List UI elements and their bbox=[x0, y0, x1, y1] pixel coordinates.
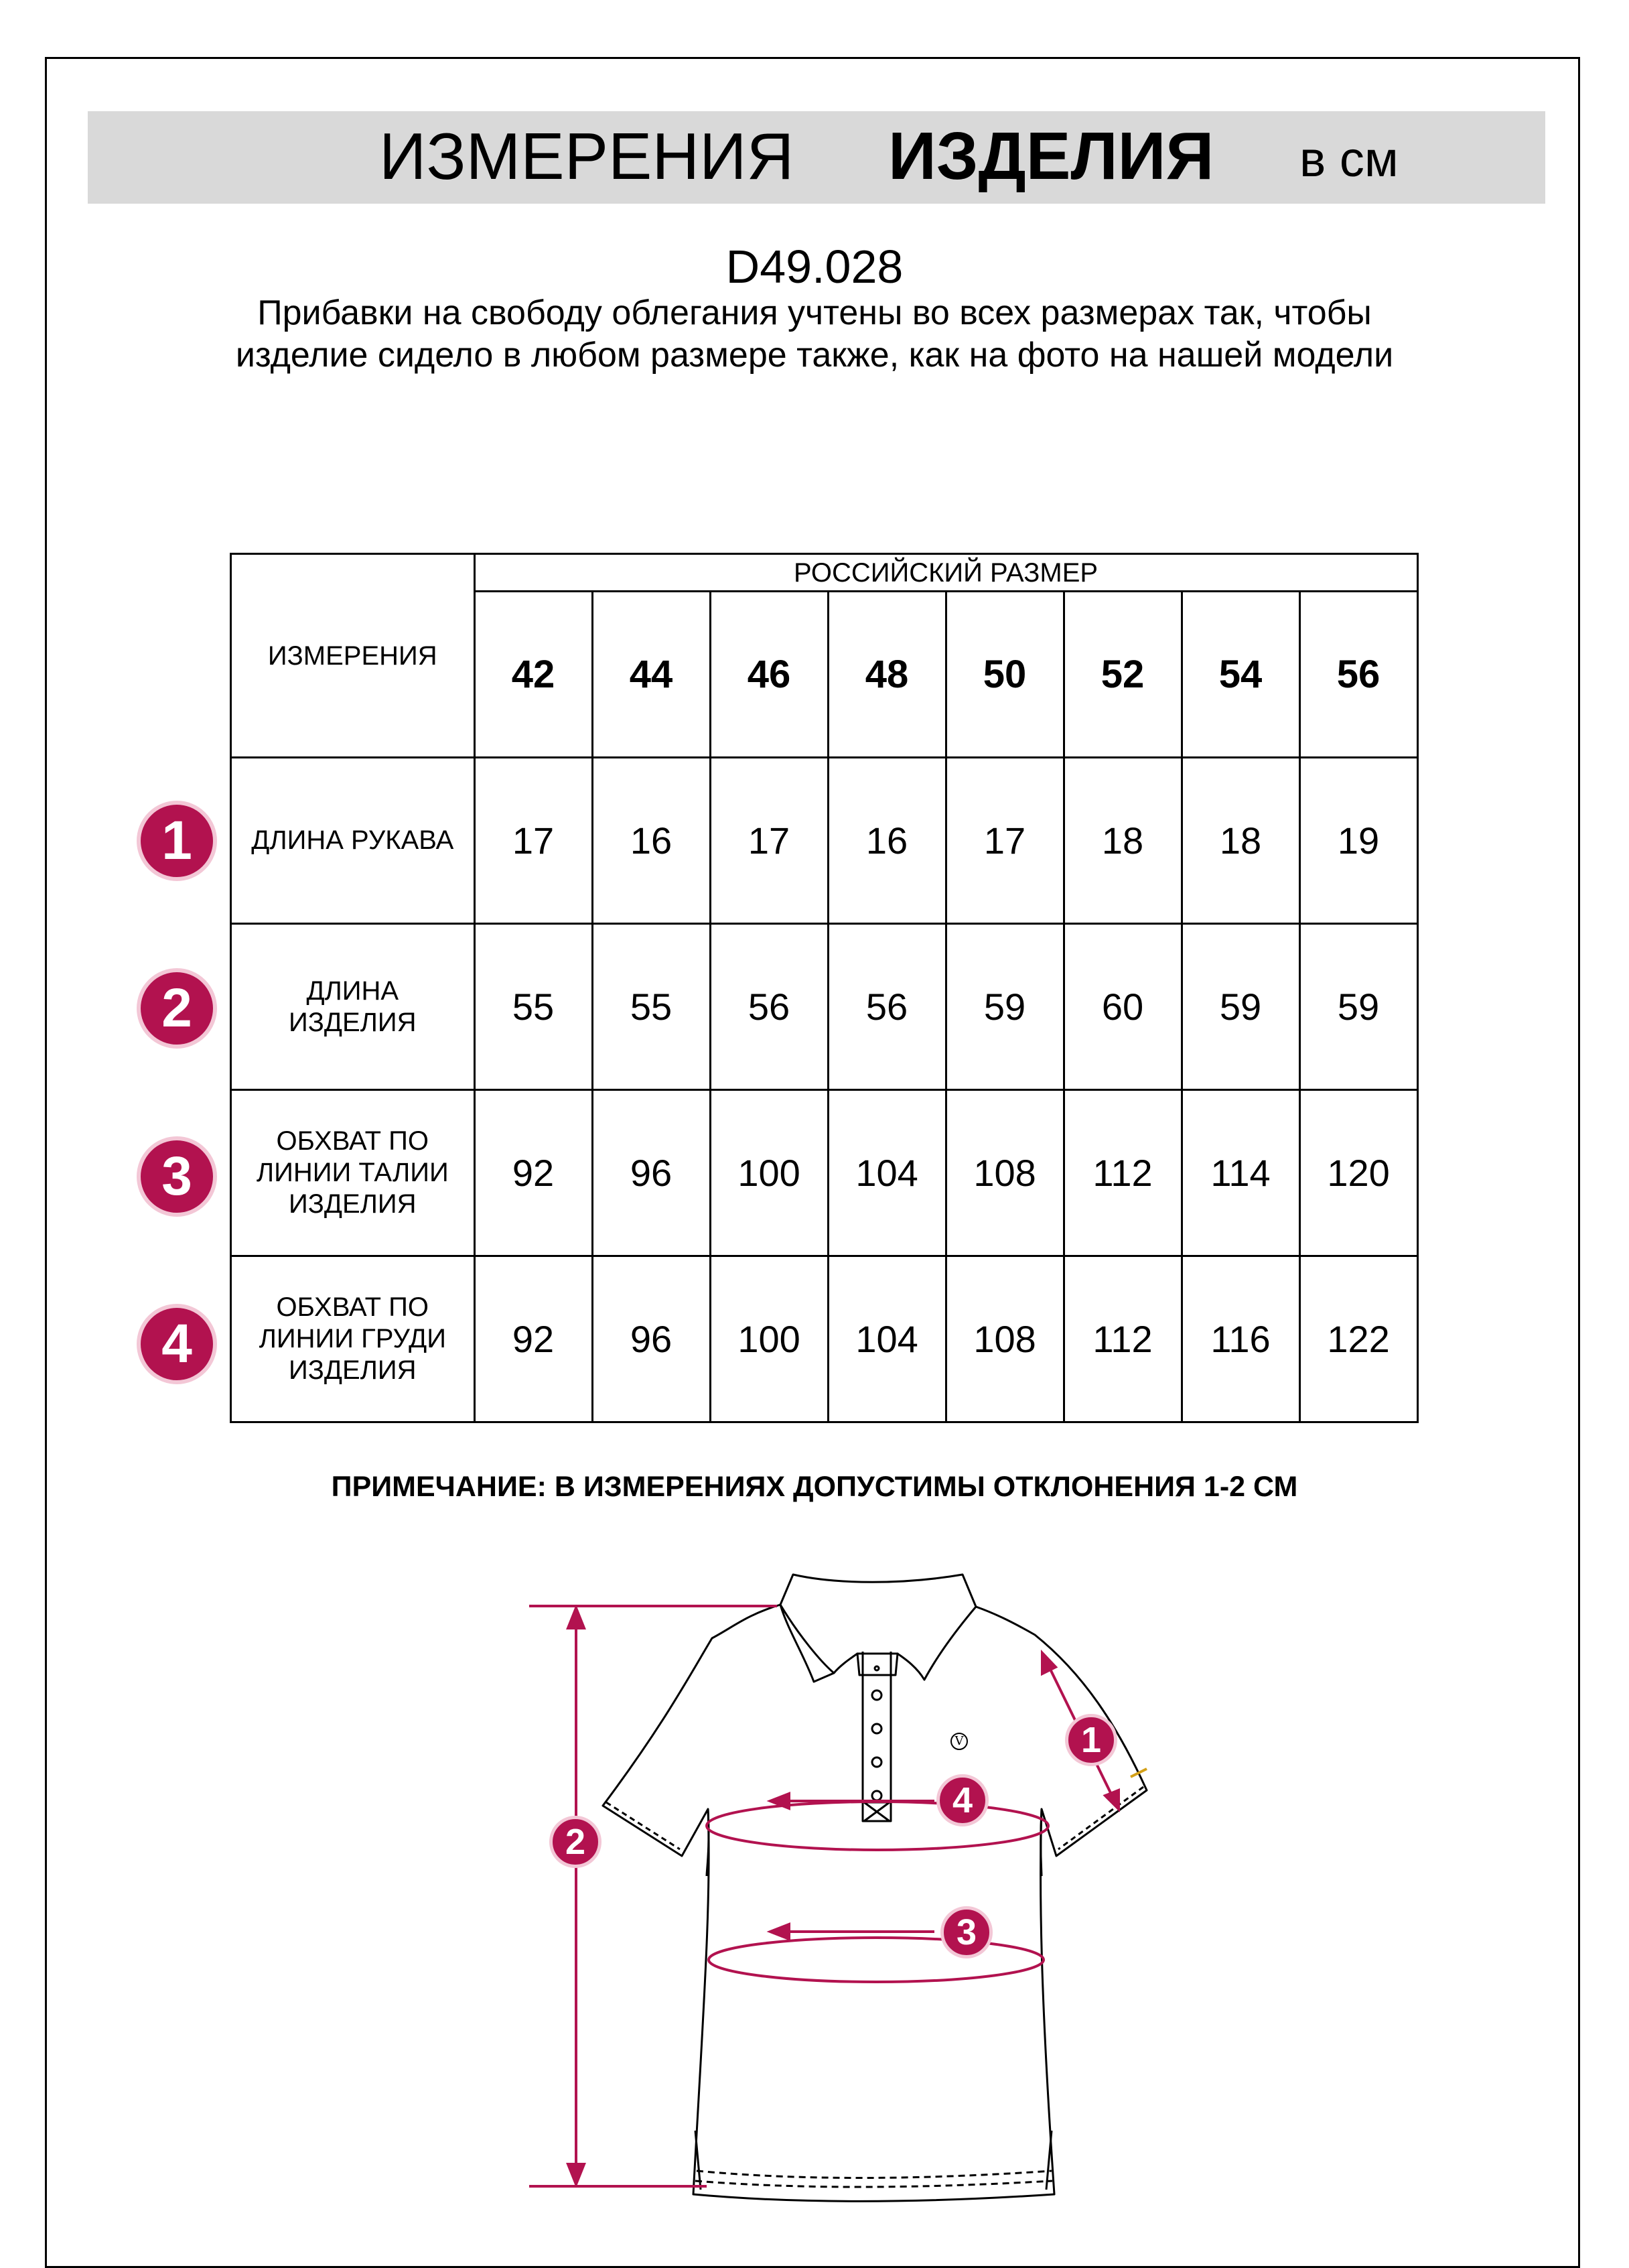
row-label: ДЛИНА ИЗДЕЛИЯ bbox=[231, 924, 475, 1090]
sleeve-accent bbox=[1131, 1769, 1147, 1777]
product-code: D49.028 bbox=[725, 241, 904, 293]
measurements-header: ИЗМЕРЕНИЯ bbox=[231, 554, 475, 758]
row-number-badge: 1 bbox=[137, 801, 217, 881]
table-cell: 59 bbox=[946, 924, 1064, 1090]
table-cell: 19 bbox=[1299, 758, 1417, 924]
table-cell: 92 bbox=[474, 1256, 592, 1422]
brand-logo-letter: V bbox=[954, 1734, 964, 1748]
size-group-header: РОССИЙСКИЙ РАЗМЕР bbox=[474, 554, 1417, 592]
diagram-marker: 1 bbox=[1065, 1714, 1117, 1766]
table-cell: 104 bbox=[828, 1090, 946, 1256]
table-row bbox=[231, 1090, 1418, 1256]
table-cell: 59 bbox=[1182, 924, 1299, 1090]
table-cell: 96 bbox=[592, 1256, 710, 1422]
table-cell: 112 bbox=[1064, 1090, 1182, 1256]
table-cell: 116 bbox=[1182, 1256, 1299, 1422]
size-header: 48 bbox=[828, 592, 946, 758]
table-cell: 56 bbox=[828, 924, 946, 1090]
row-label: ДЛИНА РУКАВА bbox=[231, 758, 475, 924]
diagram-marker: 4 bbox=[936, 1774, 989, 1826]
table-cell: 114 bbox=[1182, 1090, 1299, 1256]
size-header: 44 bbox=[592, 592, 710, 758]
row-number-badge: 3 bbox=[137, 1136, 217, 1217]
table-cell: 16 bbox=[592, 758, 710, 924]
row-label: ОБХВАТ ПО ЛИНИИ ГРУДИ ИЗДЕЛИЯ bbox=[231, 1256, 475, 1422]
table-cell: 104 bbox=[828, 1256, 946, 1422]
size-table bbox=[230, 553, 1419, 1423]
product-description: Прибавки на свободу облегания учтены во всех размерах так, чтобы изделие сидело в любом размере также, как на фото на нашей модели bbox=[235, 293, 1394, 375]
title-product: ИЗДЕЛИЯ bbox=[888, 119, 1214, 194]
size-header: 42 bbox=[474, 592, 592, 758]
diagram-marker: 2 bbox=[549, 1816, 601, 1868]
size-header: 46 bbox=[710, 592, 828, 758]
polo-shirt-diagram bbox=[0, 1541, 1629, 2251]
measurement-lines bbox=[529, 1606, 1119, 2186]
table-cell: 16 bbox=[828, 758, 946, 924]
row-label: ОБХВАТ ПО ЛИНИИ ТАЛИИ ИЗДЕЛИЯ bbox=[231, 1090, 475, 1256]
table-cell: 17 bbox=[946, 758, 1064, 924]
table-cell: 108 bbox=[946, 1256, 1064, 1422]
title-measurements: ИЗМЕРЕНИЯ bbox=[379, 119, 794, 193]
table-cell: 100 bbox=[710, 1090, 828, 1256]
shirt-outline bbox=[603, 1575, 1147, 2202]
table-cell: 96 bbox=[592, 1090, 710, 1256]
size-header: 50 bbox=[946, 592, 1064, 758]
table-cell: 55 bbox=[592, 924, 710, 1090]
table-cell: 112 bbox=[1064, 1256, 1182, 1422]
table-cell: 120 bbox=[1299, 1090, 1417, 1256]
diagram-marker: 3 bbox=[940, 1906, 993, 1958]
table-cell: 55 bbox=[474, 924, 592, 1090]
size-header: 52 bbox=[1064, 592, 1182, 758]
table-cell: 18 bbox=[1064, 758, 1182, 924]
table-cell: 17 bbox=[710, 758, 828, 924]
title-unit: в см bbox=[1299, 131, 1399, 187]
table-cell: 108 bbox=[946, 1090, 1064, 1256]
table-row bbox=[231, 1256, 1418, 1422]
table-cell: 17 bbox=[474, 758, 592, 924]
table-cell: 59 bbox=[1299, 924, 1417, 1090]
row-number-badge: 2 bbox=[137, 968, 217, 1049]
table-cell: 60 bbox=[1064, 924, 1182, 1090]
table-cell: 18 bbox=[1182, 758, 1299, 924]
table-cell: 122 bbox=[1299, 1256, 1417, 1422]
size-header: 54 bbox=[1182, 592, 1299, 758]
table-row bbox=[231, 924, 1418, 1090]
table-row bbox=[231, 758, 1418, 924]
size-header: 56 bbox=[1299, 592, 1417, 758]
table-cell: 100 bbox=[710, 1256, 828, 1422]
table-cell: 56 bbox=[710, 924, 828, 1090]
tolerance-note: ПРИМЕЧАНИЕ: В ИЗМЕРЕНИЯХ ДОПУСТИМЫ ОТКЛОНЕНИЯ 1-2 СМ bbox=[331, 1471, 1298, 1503]
row-number-badge: 4 bbox=[137, 1304, 217, 1384]
table-cell: 92 bbox=[474, 1090, 592, 1256]
